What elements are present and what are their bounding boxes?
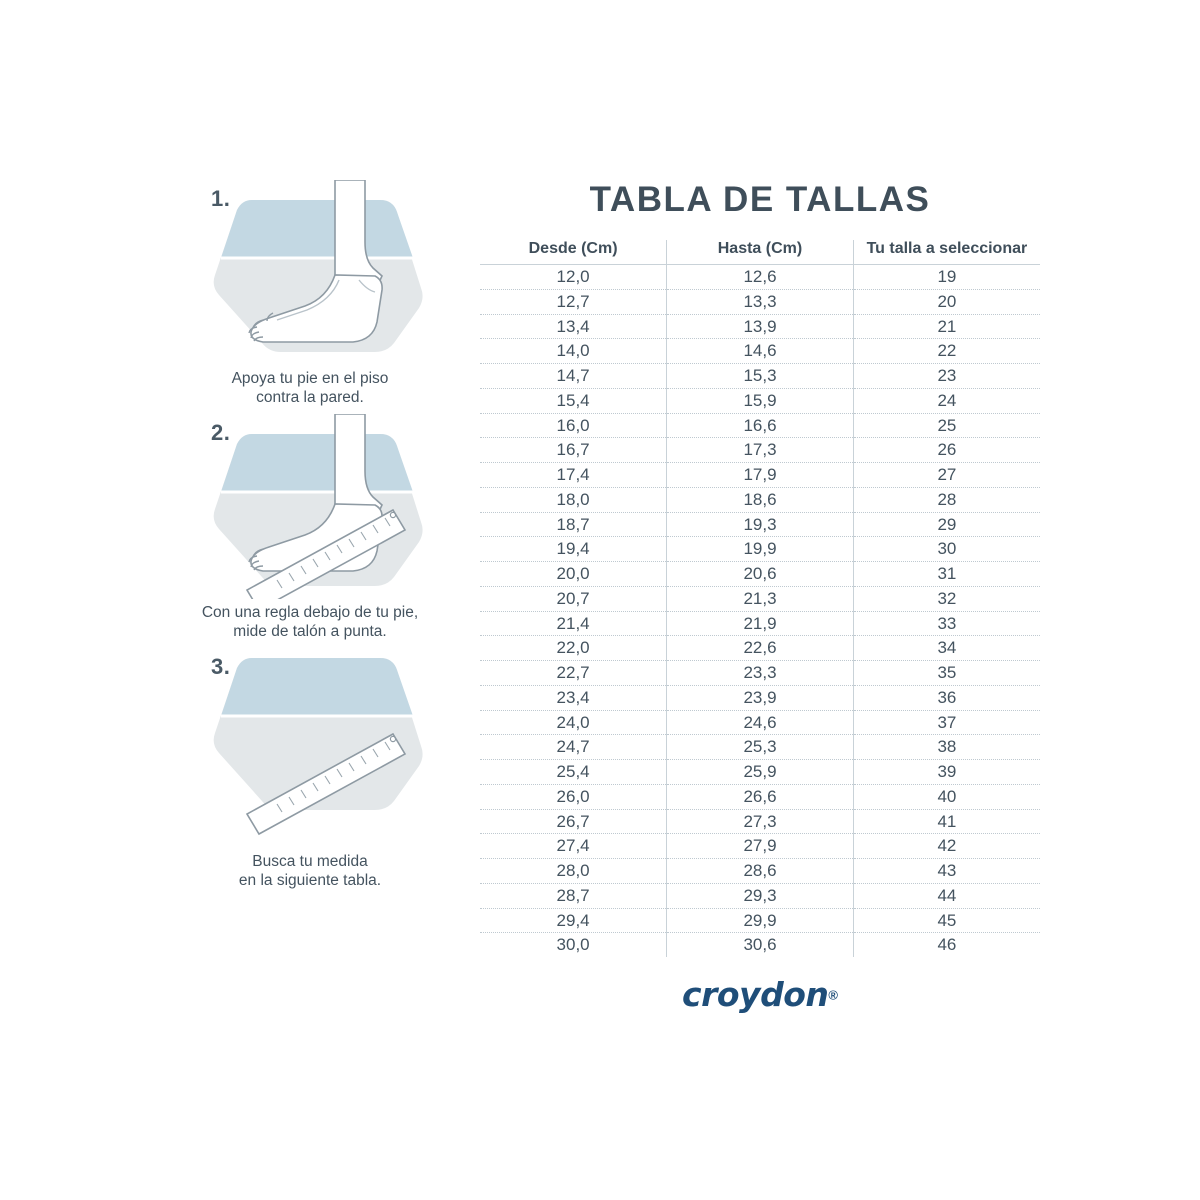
cell-hasta: 17,3	[667, 438, 854, 463]
brand-logo	[480, 975, 1040, 1014]
cell-desde: 19,4	[480, 537, 667, 562]
cell-desde: 24,0	[480, 710, 667, 735]
cell-hasta: 24,6	[667, 710, 854, 735]
table-row	[480, 784, 1040, 809]
cell-talla: 35	[853, 661, 1040, 686]
cell-desde: 30,0	[556, 935, 590, 955]
table-row	[480, 463, 1040, 488]
cell-talla: 32	[853, 586, 1040, 611]
cell-hasta: 21,3	[667, 586, 854, 611]
cell-hasta: 19,3	[667, 512, 854, 537]
cell-hasta: 23,3	[667, 661, 854, 686]
cell-desde: 14,0	[480, 339, 667, 364]
cell-hasta: 28,6	[667, 859, 854, 884]
column-header-talla: Tu talla a seleccionar	[853, 240, 1040, 265]
cell-talla: 46	[853, 933, 1040, 957]
size-table-body	[480, 265, 1040, 958]
cell-talla: 20	[853, 289, 1040, 314]
table-row	[480, 388, 1040, 413]
size-table-head	[480, 240, 1040, 265]
foot-with-ruler-icon	[207, 414, 437, 599]
brand-name: croydon	[682, 975, 829, 1014]
cell-talla: 40	[853, 784, 1040, 809]
table-row	[480, 487, 1040, 512]
step-3-caption-line-2: en la siguiente tabla.	[238, 871, 382, 889]
table-row	[480, 834, 1040, 859]
step-2-caption-line-2: mide de talón a punta.	[233, 623, 387, 641]
cell-desde: 18,0	[480, 487, 667, 512]
instruction-step-3	[175, 648, 455, 891]
table-row	[480, 289, 1040, 314]
cell-talla: 31	[853, 562, 1040, 587]
cell-hasta: 15,9	[667, 388, 854, 413]
cell-desde: 17,4	[480, 463, 667, 488]
cell-desde: 15,4	[480, 388, 667, 413]
table-row	[480, 710, 1040, 735]
table-row	[480, 537, 1040, 562]
step-1-caption-line-1: Apoya tu pie en el piso	[231, 370, 389, 387]
cell-talla: 19	[853, 265, 1040, 290]
table-row	[480, 933, 1040, 957]
cell-hasta: 13,3	[667, 289, 854, 314]
cell-hasta: 29,9	[667, 908, 854, 933]
cell-talla: 38	[853, 735, 1040, 760]
table-row	[480, 883, 1040, 908]
size-table	[480, 240, 1040, 957]
cell-talla: 23	[853, 364, 1040, 389]
cell-desde: 20,7	[480, 586, 667, 611]
cell-talla: 36	[853, 685, 1040, 710]
cell-hasta: 22,6	[667, 636, 854, 661]
page-title: TABLA DE TALLAS	[589, 180, 931, 219]
cell-hasta: 23,9	[667, 685, 854, 710]
foot-against-wall-icon	[207, 180, 437, 365]
cell-talla: 28	[853, 487, 1040, 512]
table-row	[480, 339, 1040, 364]
cell-desde: 26,0	[480, 784, 667, 809]
table-row	[480, 908, 1040, 933]
table-row	[480, 562, 1040, 587]
cell-talla: 21	[853, 314, 1040, 339]
cell-desde: 23,4	[480, 685, 667, 710]
cell-hasta: 15,3	[667, 364, 854, 389]
table-row	[480, 611, 1040, 636]
cell-desde: 16,7	[480, 438, 667, 463]
cell-talla: 29	[853, 512, 1040, 537]
size-table-header-row	[480, 240, 1040, 265]
brand-registered-mark: ®	[828, 987, 838, 1003]
cell-talla: 43	[853, 859, 1040, 884]
table-row	[480, 809, 1040, 834]
cell-desde: 29,4	[480, 908, 667, 933]
table-row	[480, 364, 1040, 389]
table-row	[480, 636, 1040, 661]
cell-talla: 33	[853, 611, 1040, 636]
cell-talla: 42	[853, 834, 1040, 859]
cell-desde: 20,0	[480, 562, 667, 587]
cell-desde: 28,0	[480, 859, 667, 884]
cell-hasta: 12,6	[667, 265, 854, 290]
cell-talla: 41	[853, 809, 1040, 834]
cell-desde: 24,7	[480, 735, 667, 760]
table-row	[480, 661, 1040, 686]
step-2-caption-line-1: Con una regla debajo de tu pie,	[201, 603, 419, 621]
cell-desde: 14,7	[480, 364, 667, 389]
ruler-on-wall-icon	[207, 648, 437, 848]
instruction-step-1	[175, 180, 455, 408]
table-row	[480, 438, 1040, 463]
table-row	[480, 760, 1040, 785]
cell-hasta: 25,9	[667, 760, 854, 785]
step-3-caption	[175, 852, 445, 891]
table-row	[480, 314, 1040, 339]
cell-hasta: 30,6	[667, 933, 854, 957]
cell-desde: 28,7	[480, 883, 667, 908]
instructions-column	[175, 180, 455, 896]
cell-desde: 16,0	[480, 413, 667, 438]
cell-hasta: 21,9	[667, 611, 854, 636]
table-row	[480, 586, 1040, 611]
table-row	[480, 265, 1040, 290]
cell-talla: 26	[853, 438, 1040, 463]
cell-hasta: 27,3	[667, 809, 854, 834]
cell-hasta: 25,3	[667, 735, 854, 760]
cell-talla: 37	[853, 710, 1040, 735]
cell-hasta: 16,6	[667, 413, 854, 438]
cell-desde: 18,7	[480, 512, 667, 537]
step-2-caption	[175, 603, 445, 642]
step-3-caption-line-1: Busca tu medida	[252, 852, 368, 870]
cell-talla: 25	[853, 413, 1040, 438]
cell-hasta: 26,6	[667, 784, 854, 809]
size-table-column	[480, 180, 1040, 1014]
cell-hasta: 19,9	[667, 537, 854, 562]
cell-hasta: 20,6	[667, 562, 854, 587]
cell-hasta: 17,9	[667, 463, 854, 488]
cell-talla: 39	[853, 760, 1040, 785]
table-row	[480, 413, 1040, 438]
cell-desde: 25,4	[480, 760, 667, 785]
cell-desde: 13,4	[480, 314, 667, 339]
cell-desde: 22,7	[480, 661, 667, 686]
step-1-number: 1.	[211, 186, 231, 211]
step-2-number: 2.	[211, 419, 231, 445]
cell-hasta: 13,9	[667, 314, 854, 339]
cell-talla: 24	[853, 388, 1040, 413]
cell-talla: 34	[853, 636, 1040, 661]
cell-hasta: 29,3	[667, 883, 854, 908]
step-1-caption	[175, 369, 445, 408]
cell-talla: 45	[853, 908, 1040, 933]
cell-talla: 27	[853, 463, 1040, 488]
cell-talla: 30	[853, 537, 1040, 562]
cell-desde: 22,0	[480, 636, 667, 661]
cell-hasta: 18,6	[667, 487, 854, 512]
cell-talla: 44	[853, 883, 1040, 908]
cell-hasta: 14,6	[667, 339, 854, 364]
table-row	[480, 859, 1040, 884]
cell-hasta: 27,9	[667, 834, 854, 859]
table-row	[480, 512, 1040, 537]
cell-desde: 26,7	[480, 809, 667, 834]
instruction-step-2	[175, 414, 455, 642]
step-1-caption-line-2: contra la pared.	[256, 389, 364, 407]
cell-desde: 12,0	[480, 265, 667, 290]
cell-desde: 21,4	[480, 611, 667, 636]
cell-desde: 27,4	[480, 834, 667, 859]
cell-talla: 22	[853, 339, 1040, 364]
step-3-number: 3.	[211, 653, 231, 679]
column-header-desde: Desde (Cm)	[480, 240, 667, 265]
table-row	[480, 685, 1040, 710]
table-row	[480, 735, 1040, 760]
cell-desde: 12,7	[480, 289, 667, 314]
column-header-hasta: Hasta (Cm)	[667, 240, 854, 265]
